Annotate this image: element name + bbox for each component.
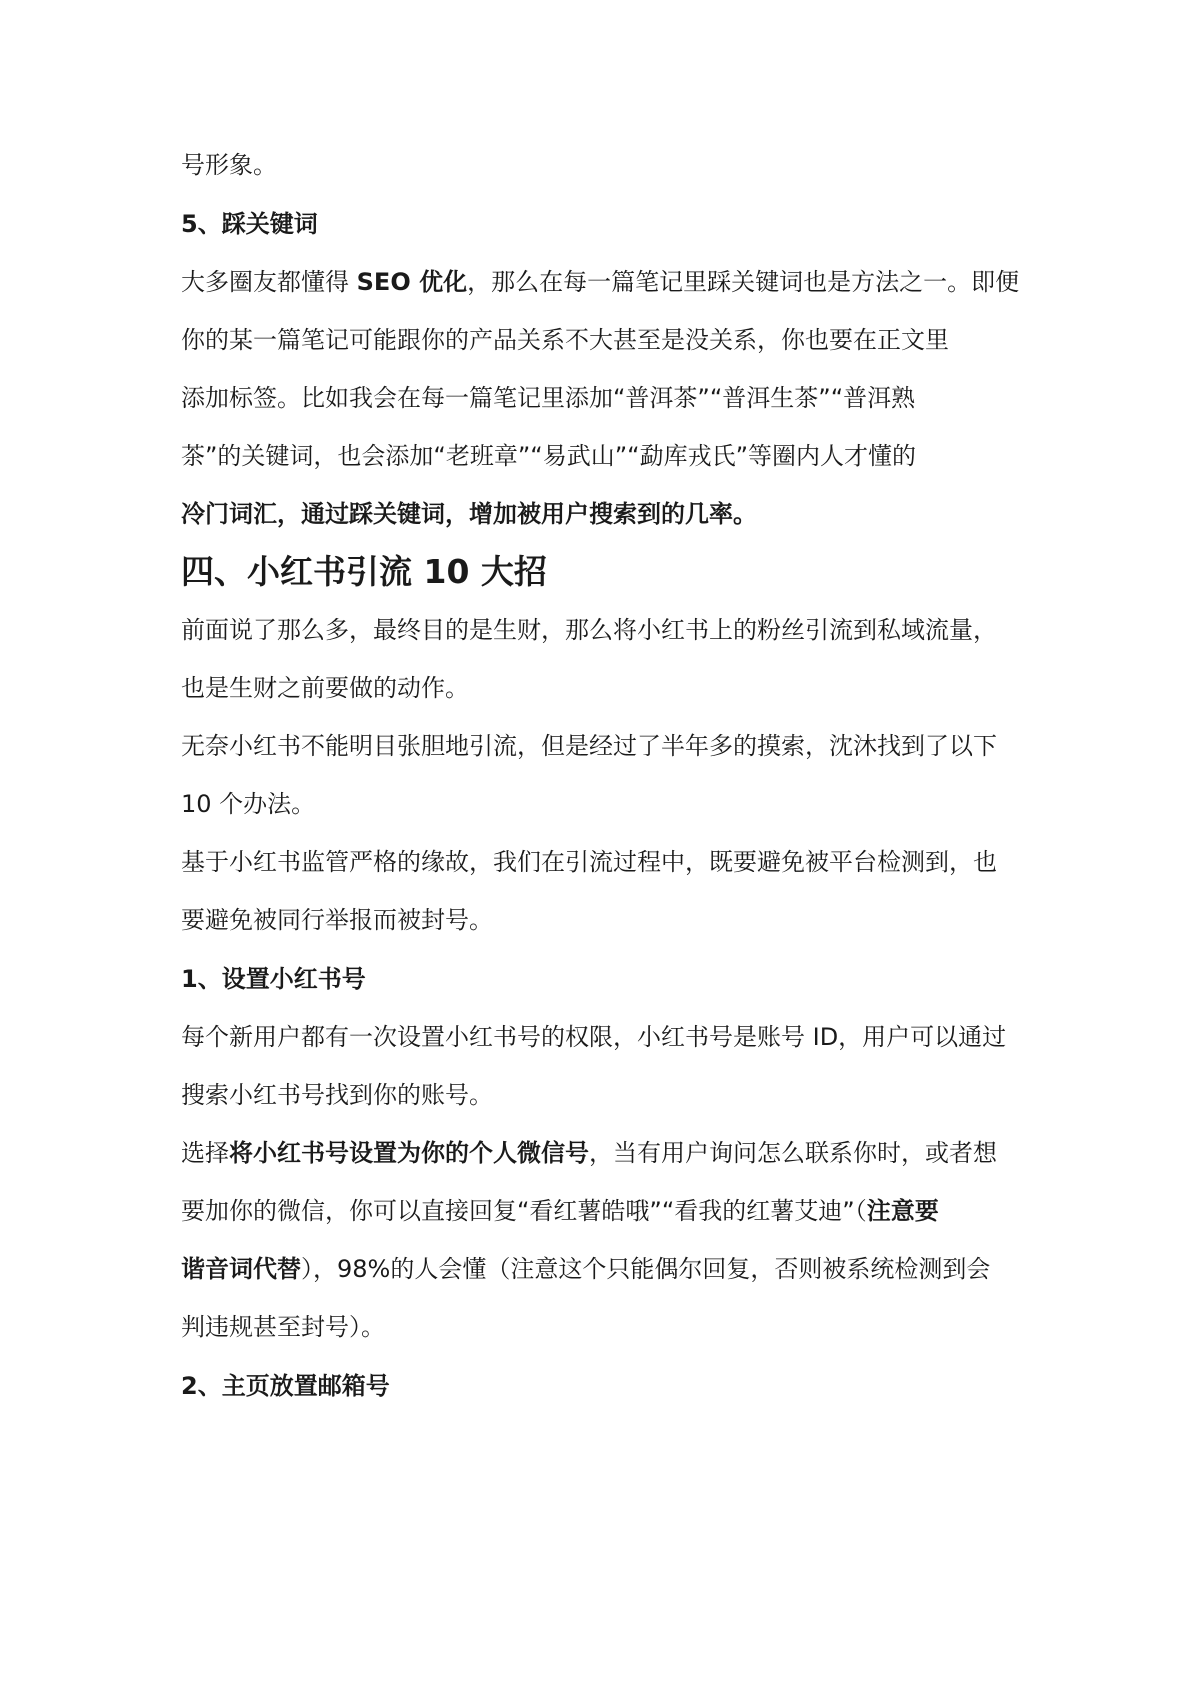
paragraph-wechat-line-2 <box>181 1194 1061 1228</box>
paragraph-caution-line-2: 要避免被同行举报而被封号。 <box>181 906 493 934</box>
subheading-email: 2、主页放置邮箱号 <box>181 1372 390 1400</box>
paragraph-wechat-line-4: 判违规甚至封号）。 <box>181 1313 385 1341</box>
paragraph-wechat-line-1 <box>181 1136 1061 1170</box>
paragraph-set-id-line-2: 搜索小红书号找到你的账号。 <box>181 1081 493 1109</box>
paragraph-keywords-line-5: 冷门词汇，通过踩关键词，增加被用户搜索到的几率。 <box>181 500 757 528</box>
text-run: 大多圈友都懂得 <box>181 268 357 296</box>
paragraph-intro-line-1: 前面说了那么多，最终目的是生财，那么将小红书上的粉丝引流到私域流量， <box>181 616 997 644</box>
paragraph-keywords-line-4: 茶”的关键词，也会添加“老班章”“易武山”“勐库戎氏”等圈内人才懂的 <box>181 442 917 470</box>
bold-run: SEO 优化 <box>356 268 468 296</box>
text-run: 号形象。 <box>181 151 277 179</box>
bold-run: 注意要 <box>866 1197 939 1225</box>
text-run: ，那么在每一篇笔记里踩关键词也是方法之一。即便 <box>467 268 1020 296</box>
text-run: 选择 <box>181 1139 229 1167</box>
text-run: ，当有用户询问怎么联系你时，或者想 <box>589 1139 997 1167</box>
paragraph-tail <box>181 148 1061 182</box>
bold-run: 谐音词代替 <box>181 1255 301 1283</box>
subheading-keywords: 5、踩关键词 <box>181 210 318 238</box>
paragraph-keywords-line-1 <box>181 265 1061 299</box>
paragraph-methods-line-2: 10 个办法。 <box>181 790 316 818</box>
text-run: ），98%的人会懂（注意这个只能偶尔回复，否则被系统检测到会 <box>301 1255 991 1283</box>
paragraph-set-id-line-1: 每个新用户都有一次设置小红书号的权限，小红书号是账号 ID，用户可以通过 <box>181 1023 1007 1051</box>
paragraph-caution-line-1: 基于小红书监管严格的缘故，我们在引流过程中，既要避免被平台检测到，也 <box>181 848 997 876</box>
paragraph-keywords-line-3: 添加标签。比如我会在每一篇笔记里添加“普洱茶”“普洱生茶”“普洱熟 <box>181 384 916 412</box>
paragraph-intro-line-2: 也是生财之前要做的动作。 <box>181 674 469 702</box>
paragraph-keywords-line-2: 你的某一篇笔记可能跟你的产品关系不大甚至是没关系，你也要在正文里 <box>181 326 949 354</box>
paragraph-wechat-line-3 <box>181 1252 1061 1286</box>
section-heading-10-methods: 四、小红书引流 10 大招 <box>181 552 547 591</box>
text-run: 要加你的微信，你可以直接回复“看红薯皓哦”“看我的红薯艾迪”（ <box>181 1197 867 1225</box>
subheading-set-id: 1、设置小红书号 <box>181 965 366 993</box>
paragraph-methods-line-1: 无奈小红书不能明目张胆地引流，但是经过了半年多的摸索，沈沐找到了以下 <box>181 732 997 760</box>
bold-run: 将小红书号设置为你的个人微信号 <box>229 1139 589 1167</box>
